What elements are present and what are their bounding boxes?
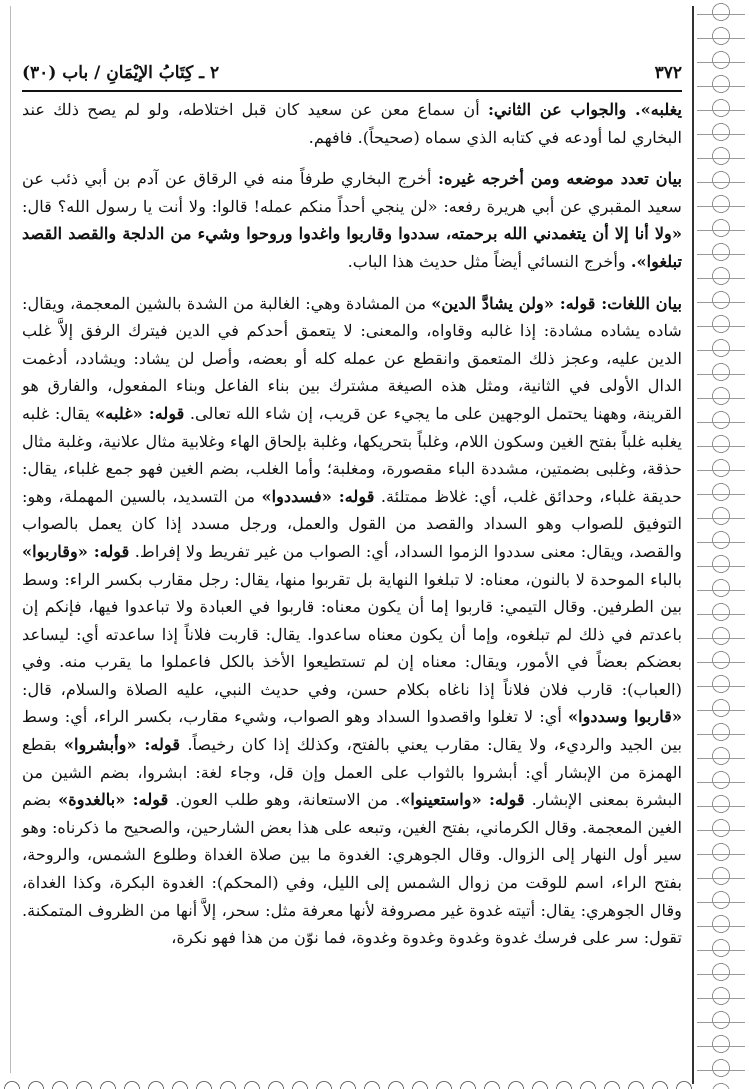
paragraph-gap [22,151,682,165]
bold-text-run: بيان اللغات: قوله: «ولن يشادَّ الدين» [431,293,682,313]
bold-text-run: يغلبه». والجواب عن الثاني: [487,100,682,119]
text-run: بقطع الهمزة من الإبشار أي: أبشروا بالثواب على العمل وإن قل، وجاء لغة: ابشروا، بضم الشين من البشرة بمعنى الإبشار. [22,735,683,810]
text-run: وأخرج النسائي أيضاً مثل حديث هذا الباب. [347,251,631,271]
bold-text-run: «قاربوا وسددوا» [567,707,682,727]
bold-text-run: قوله: «فسددوا» [261,486,375,506]
right-ornamental-border [697,0,745,1089]
text-run: أن سماع معن عن سعيد كان قبل اختلاطه، ولو لم يصح ذلك عند البخاري لما أودعه في كتابه الذي سماه (صحيحاً). فافهم. [22,100,682,147]
page-header [22,58,682,88]
header-rule [22,90,682,92]
bottom-ornamental-border [0,1073,700,1089]
paragraph-gap [22,276,682,290]
bold-text-run: قوله: «وقاربوا» [22,541,130,561]
text-run: أخرج البخاري طرفاً منه في الرقاق عن آدم بن أبي ذئب عن سعيد المقبري عن أبي هريرة رفعه: «لن ينجي أحداً منكم عمله! قالوا: ولا أنت يا رسول الله؟ قال: [22,169,682,216]
bold-text-run: قوله: «واستعينوا» [400,790,525,810]
paragraph [22,290,682,952]
bold-text-run: قوله: «وأبشروا» [63,735,181,755]
text-run: بضم الغين المعجمة. وقال الكرماني، بفتح الغين، وتبعه على هذا بعض الشارحين، والصحيح ما ذكرناه: وهو سير أول النهار إلى الزوال. وقال الجوهري: الغدوة ما بين صلاة الغداة وطلوع الشمس، والروحة، بفتح الراء، اسم للوقت من زوال الشمس إلى الليل، وفي (المحكم): الغدوة البكرة، وكذا الغداة، وقال الجوهري: يقال: أتيته غدوة غير مصروفة لأنها معرفة مثل: سحر، إلاَّ أنها من الظروف المتمكنة. تقول: سر على فرسك غدوة وغدوة وغدوة وغدوة، فما نوّن من هذا فهو نكرة، [22,790,682,948]
text-run: من المشادة وهي: الغالبة من الشدة بالشين المعجمة، ويقال: شاده يشاده مشادة: إذا غالبه وقاواه، والمعنى: لا يتعمق أحدكم في الدين فيترك الرفق إلاَّ غلب الدين عليه، وعجز ذلك المتعمق وانقطع عن عمله كله أو بعضه، وأصل لن يشاد: ويشادد، أدغمت الدال الأولى في الثانية، ومثل هذه الصيغة مشترك بين بناء الفاعل وبناء المفعول، والفارق هو القرينة، وههنا يحتمل الوجهين على ما يجيء عن قريب، إن شاء الله تعالى. [22,293,682,423]
text-run: يقال: غلبه يغلبه غلباً بفتح الغين وسكون اللام، وغلباً بتحريكها، وغلبة بإلحاق الهاء وغلابية مثال علانية، وغلبة مثال حذقة، وغلبى بضمتين، مشددة الباء مقصورة، ومغلبة؛ وأما الغلب، بضم الغين فهو جمع غلباء، يقال: حديقة غلباء، وحدائق غلب، أي: غلاظ ممتلئة. [21,403,682,506]
text-run: أي: لا تغلوا واقصدوا السداد وهو الصواب، وشيء مقارب، بكسر الراء، أي: وسط بين الجيد والرديء، ولا يقال: مقارب يعني بالفتح، وكذلك إذا كان رخيصاً. [22,707,682,755]
page-number: ٣٧٢ [654,63,682,83]
main-text [22,96,682,1071]
running-title: ٢ ـ كِتَابُ الإيْمَانِ / باب (٣٠) [22,63,220,83]
paragraph [22,165,682,275]
bold-text-run: قوله: «بالغدوة» [58,790,169,810]
text-run: . من الاستعانة، وهو طلب العون. [168,790,401,810]
bold-text-run: قوله: «غلبه» [95,403,185,423]
left-margin-rule [10,6,11,1073]
bold-text-run: بيان تعدد موضعه ومن أخرجه غيره: [437,169,682,189]
bold-text-run: «ولا أنا إلا أن يتغمدني الله برحمته، سددوا وقاربوا واغدوا وروحوا وشيء من الدلجة والقصد القصد تبلغوا». [22,224,682,271]
text-run: من التسديد، بالسين المهملة، وهو: التوفيق للصواب وهو السداد والقصد من القول والعمل، ورجل مسدد إذا كان يعمل بالصواب والقصد، ويقال: معنى سددوا الزموا السداد، أي: الصواب من غير تفريط ولا إفراط. [22,486,682,561]
paragraph [22,96,682,151]
text-run: بالباء الموحدة لا بالنون، معناه: لا تبلغوا النهاية بل تقربوا منها، يقال: رجل مقارب بكسر الراء: وسط بين الطرفين. وقال التيمي: قاربوا إما أن يكون معناه: قاربوا في العبادة ولا تباعدوا فيها، فإنكم إن باعدتم في ذلك لم تبلغوه، وإما أن يكون معناه ساعدوا. يقال: قاربت فلاناً إذا ساعدته أي: ليساعد بعضكم بعضاً في الأمور، ويقال: معناه إن لم تستطيعوا الأخذ بالكل فاعملوا ما يقرب منه. وفي (العباب): قارب فلان فلاناً إذا ناغاه بكلام حسن، وفي حديث النبي، عليه الصلاة والسلام، قال: [22,569,682,699]
